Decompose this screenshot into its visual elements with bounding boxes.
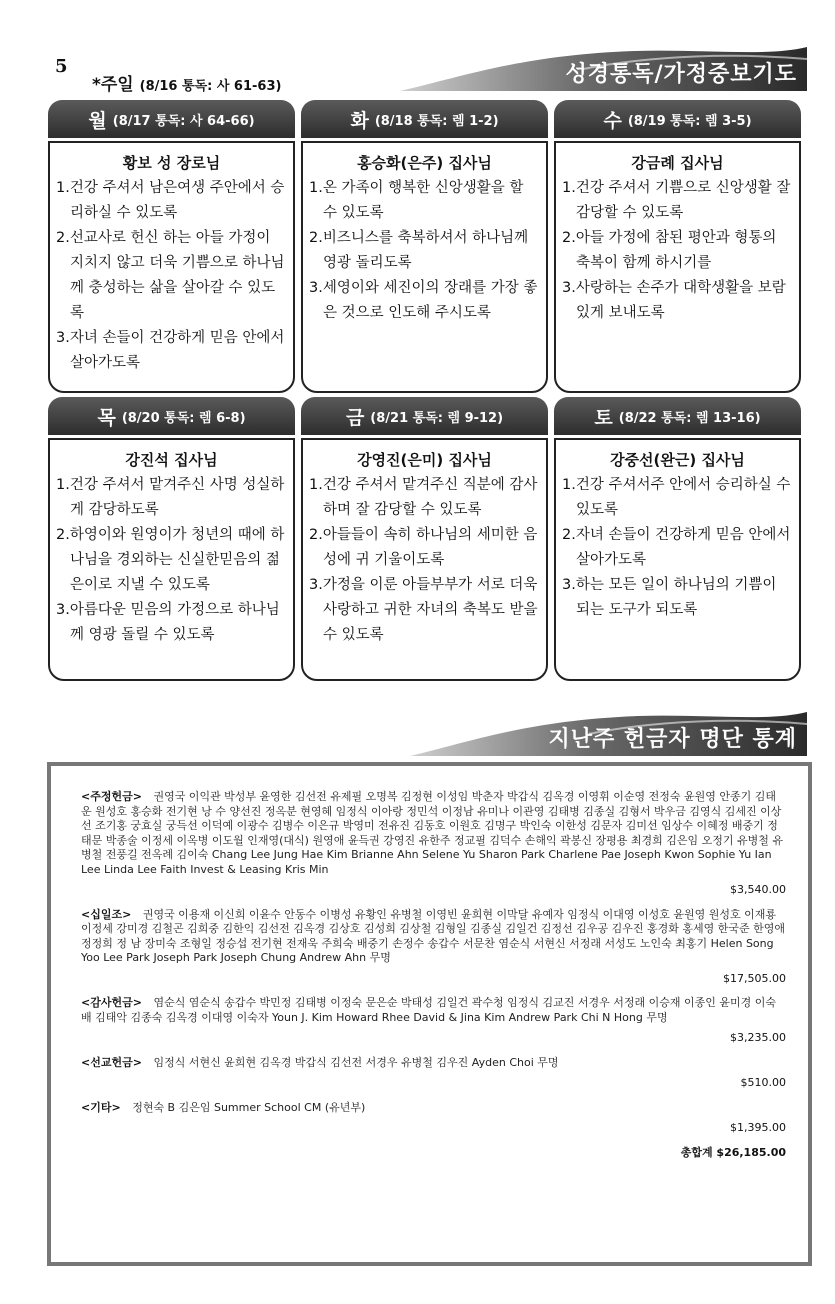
day-header (554, 100, 801, 138)
offering-amount: $510.00 (740, 1076, 786, 1089)
banner-title: 지난주 헌금자 명단 통계 (548, 726, 797, 752)
offering-names: 권영국 이익관 박성부 윤영한 김선전 유제필 오명복 김정현 이성임 박춘자 박갑식 김옥경 이영휘 이순영 전정숙 윤원영 안종기 김태운 원성호 홍승화 전기현 낭 수 양선진 정옥분 현영혜 임정식 이아랑 정민석 이정남 유미나 이관영 김태병 김종실 김형서 박우금 김영식 김세진 이상선 조기홍 궁효실 궁득선 이덕예 이광수 김병수 이은규 박영미 전유진 김동호 이원호 김명구 박인숙 이한성 김문자 김미선 임상수 이혜정 배중기 정태문 박종술 이정세 이옥병 이도월 인재영(대식) 원영애 윤득권 강영진 유한주 정교필 김덕수 손해익 곽봉신 장평용 최경희 김은임 오정기 유병철 유병철 전풍길 전옥례 김이숙 Chang Lee Jung Hae Kim Brianne Ahn Selene Yu Sharon Park Charlene Pae Joseph Kwon Sophie Yu Ian Lee Linda Lee Faith Invest & Leasing Kris Min (81, 790, 783, 876)
person-name: 강영진(은미) 집사님 (357, 451, 492, 469)
day-header (554, 397, 801, 435)
prayer-item: 3.가정을 이룬 아들부부가 서로 더욱 사랑하고 귀한 자녀의 축복도 받을 수 있도록 (309, 577, 538, 643)
day-card-fri (301, 397, 548, 681)
prayer-item: 1.건강 주셔서 남은여생 주안에서 승리하실 수 있도록 (56, 180, 285, 221)
prayer-item: 1.건강 주셔서주 안에서 승리하실 수 있도록 (562, 477, 791, 518)
sunday-reading (92, 70, 281, 95)
section-banner-offering (410, 712, 807, 756)
prayer-item: 1.건강 주셔서 기쁨으로 신앙생활 잘 감당할 수 있도록 (562, 180, 791, 221)
prayer-item: 3.하는 모든 일이 하나님의 기쁨이 되는 도구가 되도록 (562, 577, 777, 618)
sunday-reading-range: (8/16 통독: 사 61-63) (139, 79, 282, 94)
day-body (301, 438, 548, 681)
prayer-item: 2.선교사로 헌신 하는 아들 가정이 지치지 않고 더욱 기쁨으로 하나님께 충성하는 삶을 살아갈 수 있도록 (56, 230, 285, 321)
day-header (48, 397, 295, 435)
day-reading: (8/17 통독: 사 64-66) (112, 113, 255, 129)
section-banner-prayer (400, 47, 807, 91)
day-card-thu (48, 397, 295, 681)
prayer-item: 2.비즈니스를 축복하셔서 하나님께 영광 돌리도록 (309, 230, 529, 271)
day-name: 화 (350, 109, 369, 132)
day-card-mon (48, 100, 295, 393)
banner-title: 성경통독/가정중보기도 (565, 61, 797, 87)
prayer-item: 1.건강 주셔서 맡겨주신 사명 성실하게 감당하도록 (56, 477, 285, 518)
offering-group-mission (81, 1056, 786, 1091)
day-body (554, 141, 801, 393)
offering-category: <주정헌금> (81, 790, 142, 803)
day-body (48, 438, 295, 681)
day-card-sat (554, 397, 801, 681)
day-body (48, 141, 295, 393)
offering-group-other (81, 1101, 786, 1136)
sunday-label: *주일 (92, 75, 134, 95)
prayer-item: 2.아들 가정에 참된 평안과 형통의 축복이 함께 하시기를 (562, 230, 777, 271)
prayer-item: 3.자녀 손들이 건강하게 믿음 안에서 살아가도록 (56, 330, 285, 371)
prayer-item: 3.세영이와 세진이의 장래를 가장 좋은 것으로 인도해 주시도록 (309, 280, 538, 321)
day-reading: (8/19 통독: 렘 3-5) (627, 113, 752, 129)
day-header (301, 100, 548, 138)
day-reading: (8/22 통독: 렘 13-16) (618, 410, 761, 426)
offering-category: <감사헌금> (81, 996, 142, 1009)
offering-group-weekly (81, 790, 786, 898)
day-reading: (8/20 통독: 렘 6-8) (121, 410, 246, 426)
day-name: 토 (594, 406, 613, 429)
prayer-item: 3.사랑하는 손주가 대학생활을 보람있게 보내도록 (562, 280, 786, 321)
day-reading: (8/18 통독: 렘 1-2) (374, 113, 499, 129)
day-card-wed (554, 100, 801, 393)
day-card-tue (301, 100, 548, 393)
day-name: 목 (97, 406, 116, 429)
prayer-item: 1.건강 주셔서 맡겨주신 직분에 감사하며 잘 감당할 수 있도록 (309, 477, 538, 518)
offering-amount: $3,235.00 (730, 1031, 786, 1044)
offering-names: 권영국 이용재 이신희 이윤수 안동수 이병성 유황인 유병철 이영빈 윤희현 이막달 유예자 임정식 이대영 이성호 윤원영 원성호 이재룡 이정세 강미경 김철곤 김희중 김한익 김선전 김옥경 김상호 김성희 김상철 김형일 김종실 김일건 김정선 김우공 김우진 홍경화 홍세영 한국준 한영애 정정희 정 남 장미숙 조형일 정승섭 전기현 전재욱 주희숙 배중기 손정수 송갑수 서문찬 염순식 서현신 서정래 서성도 노인숙 최홍기 Helen Song Yoo Lee Park Joseph Park Joseph Chung Andrew Ahn 무명 (81, 907, 785, 964)
offering-list (47, 762, 812, 1266)
person-name: 강진석 집사님 (125, 451, 218, 469)
offering-category: <선교헌금> (81, 1055, 142, 1069)
offering-names: 정현숙 B 김은임 Summer School CM (유년부) (132, 1100, 366, 1114)
offering-group-tithe (81, 908, 786, 987)
offering-category: <십일조> (81, 907, 132, 921)
prayer-item: 1.온 가족이 행복한 신앙생활을 할 수 있도록 (309, 180, 524, 221)
offering-category: <기타> (81, 1100, 121, 1114)
offering-amount: $17,505.00 (723, 971, 786, 985)
day-reading: (8/21 통독: 렘 9-12) (370, 410, 504, 426)
day-name: 월 (88, 109, 107, 132)
prayer-item: 3.아름다운 믿음의 가정으로 하나님께 영광 돌릴 수 있도록 (56, 602, 280, 643)
day-header (301, 397, 548, 435)
person-name: 황보 성 장로님 (122, 154, 221, 172)
day-name: 금 (345, 406, 365, 429)
day-body (554, 438, 801, 681)
offering-names: 염순식 염순식 송갑수 박민정 김태병 이정숙 문은순 박태성 김일건 곽수청 임정식 김교진 서경우 서정래 이승재 이종인 윤미경 이숙배 김태악 김종숙 김옥경 이대영 이숙자 Youn J. Kim Howard Rhee David & Jina Kim Andrew Park Chi N Hong 무명 (81, 996, 777, 1024)
person-name: 홍승화(은주) 집사님 (357, 154, 492, 172)
page-number: 5 (55, 56, 68, 77)
offering-group-thanks (81, 996, 786, 1046)
prayer-item: 2.하영이와 원영이가 청년의 때에 하나님을 경외하는 신실한믿음의 젊은이로 지낼 수 있도록 (56, 527, 285, 593)
person-name: 강중선(완근) 집사님 (610, 451, 745, 469)
day-body (301, 141, 548, 393)
person-name: 강금례 집사님 (631, 154, 724, 172)
offering-names: 임정식 서현신 윤희현 김옥경 박갑식 김선전 서경우 유병철 김우진 Ayden Choi 무명 (153, 1055, 559, 1069)
prayer-item: 2.자녀 손들이 건강하게 믿음 안에서 살아가도록 (562, 527, 791, 568)
day-name: 수 (603, 109, 622, 132)
day-header (48, 100, 295, 138)
prayer-item: 2.아들들이 속히 하나님의 세미한 음성에 귀 기울이도록 (309, 527, 538, 568)
offering-amount: $3,540.00 (730, 883, 786, 896)
grand-total: 총합계 $26,185.00 (680, 1145, 786, 1159)
offering-amount: $1,395.00 (730, 1121, 786, 1134)
